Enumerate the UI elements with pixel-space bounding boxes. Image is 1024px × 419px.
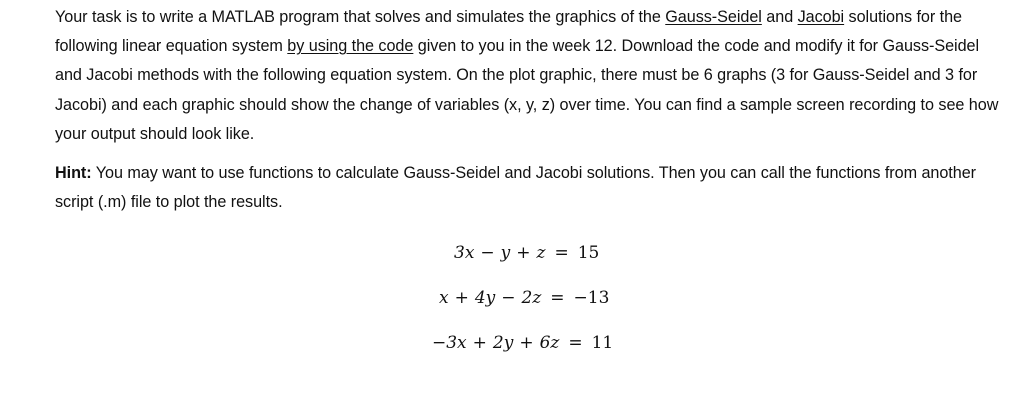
eq2-op-2: − (501, 288, 516, 308)
task-paragraph (55, 3, 1005, 149)
hint-paragraph (55, 159, 1005, 217)
eq1-rhs: 15 (577, 243, 600, 263)
hint-text: You may want to use functions to calculate Gauss-Seidel and Jacobi solutions. Then you can call the functions from another script (.m) file to plot the results. (55, 164, 977, 212)
eq1-term-1: 3x (454, 243, 475, 263)
eq3-term-1: −3x (432, 333, 467, 353)
eq3-op-2: + (519, 333, 534, 353)
eq3-rhs: 11 (591, 333, 614, 353)
eq3-term-2: 2y (492, 333, 514, 353)
equation-2 (439, 288, 609, 308)
eq2-op-1: + (454, 288, 469, 308)
eq3-term-3: 6z (539, 333, 560, 353)
eq3-op-1: + (472, 333, 487, 353)
task-text-2: and (761, 8, 798, 26)
hint-label: Hint: (55, 164, 92, 183)
task-text-1: Your task is to write a MATLAB program that solves and simulates the graphics of the (55, 8, 666, 26)
equation-1 (454, 243, 599, 263)
task-text-4: given to you in the week 12. Download the code and modify it for Gauss-Seidel and Jacobi methods with the following equation system. On the plot graphic, there must be 6 graphs (3 for Gauss-Seidel and 3 for Jacobi) and each graphic should show the change of variables (x, y, z) over time. You can find a sample screen recording to see how your output should look like. (55, 37, 999, 143)
eq2-term-3: 2z (521, 288, 542, 308)
eq1-op-1: − (480, 243, 495, 263)
eq1-equals: = (554, 243, 569, 263)
equation-3 (432, 333, 613, 353)
eq1-term-2: y (500, 243, 511, 263)
gauss-seidel-link[interactable]: Gauss-Seidel (665, 8, 762, 26)
eq1-op-2: + (516, 243, 531, 263)
eq2-term-2: 4y (474, 288, 496, 308)
document-body (55, 3, 1005, 217)
jacobi-link[interactable]: Jacobi (797, 8, 845, 26)
eq2-term-1: x (439, 288, 449, 308)
eq2-rhs: −13 (573, 288, 610, 308)
eq1-term-3: z (536, 243, 546, 263)
by-using-the-code-link[interactable]: by using the code (287, 37, 414, 56)
eq2-equals: = (550, 288, 565, 308)
task-text-3: solutions for the following linear equation system (55, 8, 962, 56)
eq3-equals: = (568, 333, 583, 353)
